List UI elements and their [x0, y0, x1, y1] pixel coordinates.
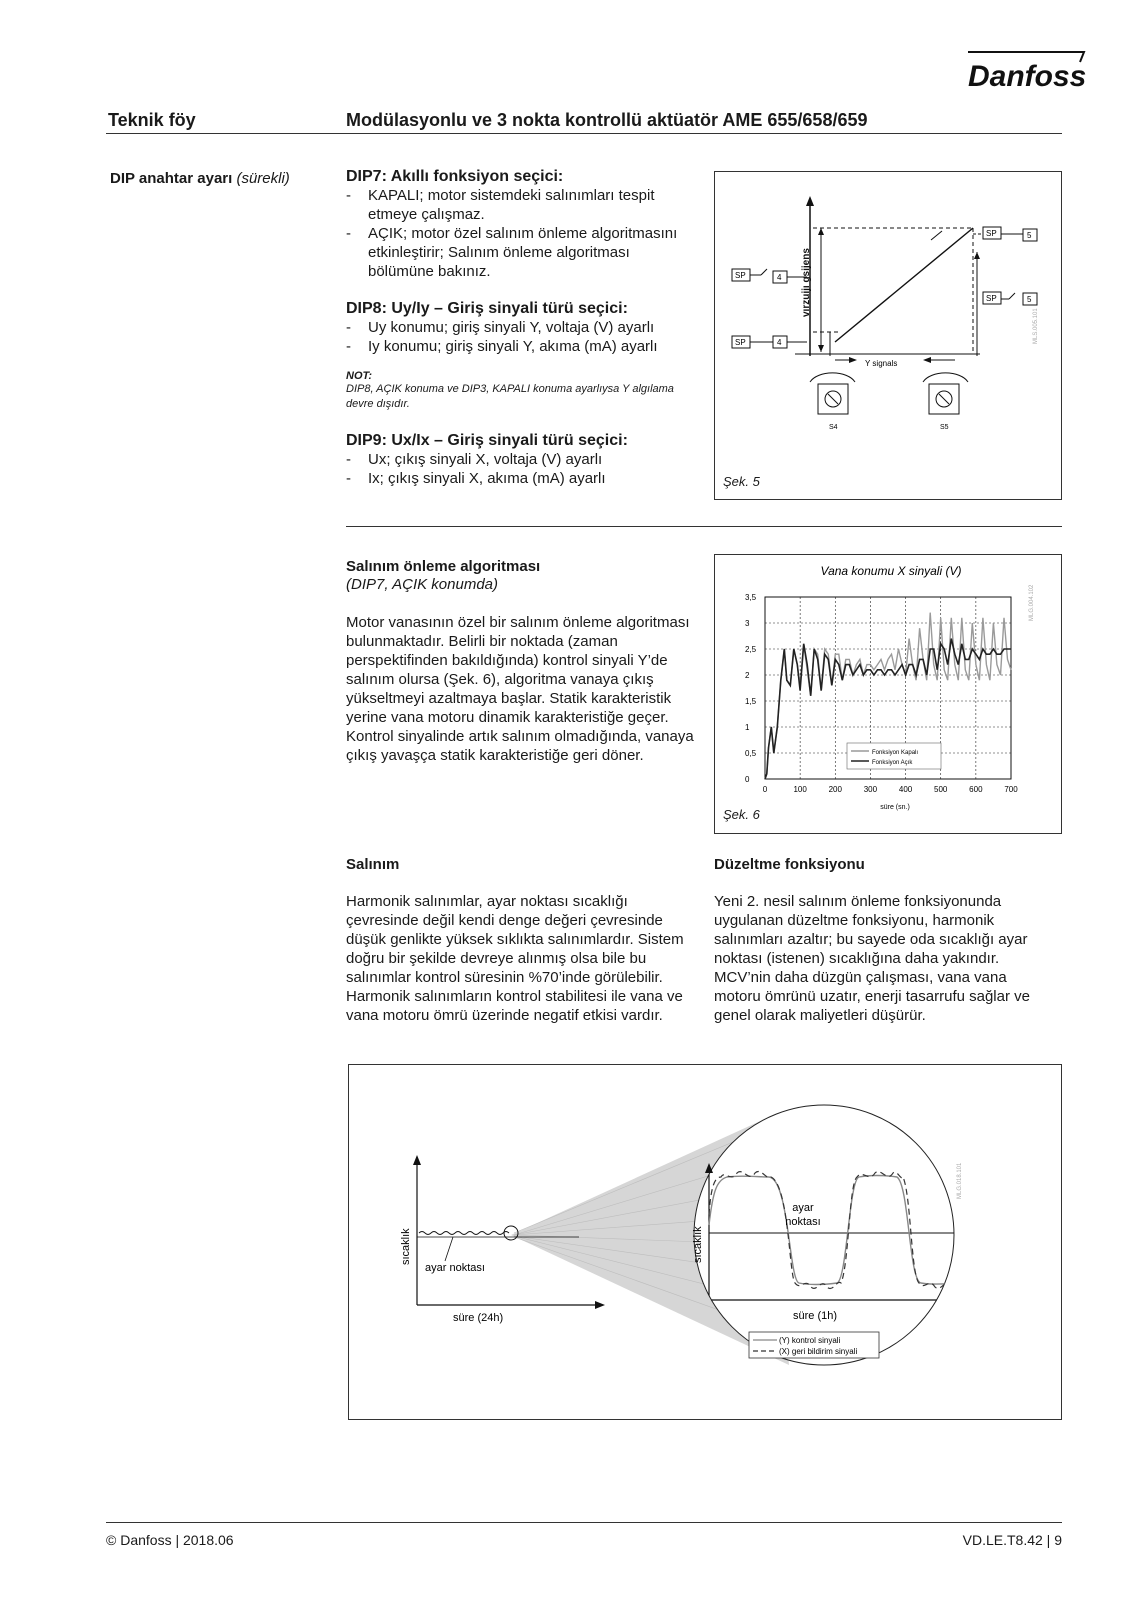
figure-7-legend	[749, 1332, 879, 1358]
y-tick-label: 0,5	[745, 749, 757, 758]
y-label-1h: sıcaklık	[692, 1226, 704, 1263]
dip-settings	[346, 168, 696, 488]
x-axis-label: Y signals	[865, 359, 898, 368]
logo-text: Danfoss	[968, 60, 1087, 93]
footer-divider	[106, 1522, 1062, 1523]
terminal-number: 4	[777, 338, 782, 347]
sp-label: SP	[986, 229, 997, 238]
chart-title: Vana konumu X sinyali (V)	[820, 564, 962, 578]
footer-copyright: © Danfoss | 2018.06	[106, 1532, 234, 1548]
x-tick-label: 100	[793, 785, 807, 794]
setpoint-label-24h: ayar noktası	[425, 1262, 485, 1274]
figure-6	[714, 554, 1062, 834]
y-tick-label: 0	[745, 775, 750, 784]
x-tick-label: 500	[934, 785, 948, 794]
dip7-list	[346, 186, 696, 281]
figure-5-caption: Şek. 5	[723, 474, 760, 489]
temperature-trace	[419, 1232, 509, 1235]
note-text: DIP8, AÇIK konuma ve DIP3, KAPALI konuma ayarlıysa Y algılama devre dışıdır.	[346, 383, 674, 410]
sidebar-title-suffix: (sürekli)	[236, 170, 290, 187]
figure-code: MLG.018.101	[957, 1162, 963, 1199]
chart-legend	[847, 743, 941, 769]
duzeltme-text: Yeni 2. nesil salınım önleme fonksiyonunda uygulanan düzeltme fonksiyonu, harmonik salınımları azaltır; bu sayede oda sıcaklığı ayar noktası (istenen) sıcaklığına daha yakındır. MCV’nin daha düzgün çalışması, vana vana motoru ömrünü uzatır, enerji tasarrufu sağlar ve genel olarak maliyetleri düşürür.	[714, 893, 1030, 1024]
list-item: - Ix; çıkış sinyali X, akıma (mA) ayarlı	[346, 469, 696, 488]
vertical-label: vırzuijı gsijens	[801, 248, 812, 317]
dip8-title: DIP8: Uy/Iy – Giriş sinyali türü seçici:	[346, 300, 628, 317]
duzeltme-section	[714, 856, 1054, 1025]
danfoss-logo	[962, 42, 1090, 98]
x-axis-label: süre (sn.)	[880, 804, 910, 811]
dip7-title: DIP7: Akıllı fonksiyon seçici:	[346, 168, 564, 185]
footer-doc-code: VD.LE.T8.42 | 9	[962, 1532, 1062, 1548]
y-axis-arrow	[806, 196, 814, 206]
y-tick-label: 2	[745, 671, 750, 680]
salinim-text: Harmonik salınımlar, ayar noktası sıcaklığı çevresinde değil kendi denge değeri çevresinde düşük genlikte yüksek sıklıkta salınımlardır. Sistem doğru bir şekilde devreye alınmış olsa bile bu salınımlar kontrol süresinin %70’inde görülebilir. Harmonik salınımların kontrol stabilitesi ile vana ve vana motoru ömrü üzerinde negatif etkisi vardır.	[346, 893, 684, 1024]
figure-code: MLS.005.101	[1033, 308, 1039, 344]
y-tick-label: 3	[745, 619, 750, 628]
salinim-title: Salınım	[346, 856, 400, 873]
duzeltme-title: Düzeltme fonksiyonu	[714, 856, 865, 873]
list-item: - Iy konumu; giriş sinyali Y, akıma (mA) ayarlı	[346, 337, 696, 356]
x-label-1h: süre (1h)	[792, 1310, 838, 1322]
header-title: Modülasyonlu ve 3 nokta kontrollü aktüatör AME 655/658/659	[346, 110, 868, 130]
header-divider	[106, 133, 1062, 134]
dip8-list	[346, 318, 696, 356]
y-tick-label: 3,5	[745, 593, 757, 602]
list-item: - AÇIK; motor özel salınım önleme algoritmasını etkinleştirir; Salınım önleme algoritması bölümüne bakınız.	[346, 224, 696, 281]
algo-text: Motor vanasının özel bir salınım önleme algoritması bulunmaktadır. Belirli bir noktada (zaman perspektifinden bakıldığında) kontrol sinyali Y’de salınım olursa (Şek. 6), algoritma vanaya çıkış yükseltmeyi azaltmaya başlar. Statik karakteristik yerine vana motoru dinamik karakteristiğe geçer. Kontrol sinyalinde artık salınım olmadığında, vanaya çıkış yavaşça statik karakteristiğe geri döner.	[346, 614, 694, 764]
y-tick-label: 2,5	[745, 645, 757, 654]
terminal-number: 5	[1027, 295, 1032, 304]
dial-label: S4	[829, 424, 838, 431]
sp-label: SP	[735, 338, 746, 347]
algo-section	[346, 558, 696, 765]
legend-label-x: (X) geri bildirim sinyali	[779, 1347, 858, 1356]
list-item: - KAPALI; motor sistemdeki salınımları tespit etmeye çalışmaz.	[346, 186, 696, 224]
list-item: - Ux; çıkış sinyali X, voltaja (V) ayarlı	[346, 450, 696, 469]
dial-label: S5	[940, 424, 949, 431]
dial-s4	[810, 373, 855, 431]
figure-6-chart	[715, 555, 1061, 833]
x-tick-label: 400	[898, 785, 913, 794]
x-tick-label: 300	[863, 785, 878, 794]
sp-label: SP	[735, 271, 746, 280]
legend-label-off: Fonksiyon Kapalı	[872, 750, 919, 756]
y-label-24h: sıcaklık	[400, 1228, 412, 1265]
setpoint-label-1h-line2: noktası	[785, 1216, 821, 1228]
algo-subtitle: (DIP7, AÇIK konumda)	[346, 576, 498, 593]
x-tick-label: 700	[1004, 785, 1018, 794]
terminal-number: 5	[1027, 231, 1032, 240]
figure-code: MLG.004.102	[1029, 584, 1035, 621]
algo-title: Salınım önleme algoritması	[346, 558, 541, 575]
figure-5	[714, 171, 1062, 500]
dial-s5	[923, 373, 968, 431]
setpoint-label-1h-line1: ayar	[792, 1202, 814, 1214]
sp-label: SP	[986, 294, 997, 303]
x-tick-label: 0	[762, 785, 768, 794]
legend-label-y: (Y) kontrol sinyali	[779, 1336, 841, 1345]
figure-6-caption: Şek. 6	[723, 807, 760, 822]
y-tick-label: 1	[745, 723, 750, 732]
x-tick-label: 200	[828, 785, 842, 794]
terminal-number: 4	[777, 273, 782, 282]
figure-5-diagram	[715, 172, 1061, 499]
list-item: - Uy konumu; giriş sinyali Y, voltaja (V) ayarlı	[346, 318, 696, 337]
dip9-list	[346, 450, 696, 488]
sidebar-title	[110, 170, 290, 187]
figure-7-diagram	[349, 1065, 1061, 1419]
x-label-24h: süre (24h)	[453, 1312, 504, 1324]
header-doc-type: Teknik föy	[108, 110, 196, 130]
salinim-section	[346, 856, 698, 1025]
note-title: NOT:	[346, 370, 373, 382]
sidebar-title-text: DIP anahtar ayarı	[110, 170, 233, 187]
characteristic-line	[835, 228, 973, 342]
legend-label-on: Fonksiyon Açık	[872, 760, 913, 766]
figure-7	[348, 1064, 1062, 1420]
zoom-lens	[694, 1105, 954, 1365]
section-divider	[346, 526, 1062, 527]
x-tick-label: 600	[969, 785, 983, 794]
dip9-title: DIP9: Ux/Ix – Giriş sinyali türü seçici:	[346, 432, 628, 449]
y-tick-label: 1,5	[745, 697, 757, 706]
